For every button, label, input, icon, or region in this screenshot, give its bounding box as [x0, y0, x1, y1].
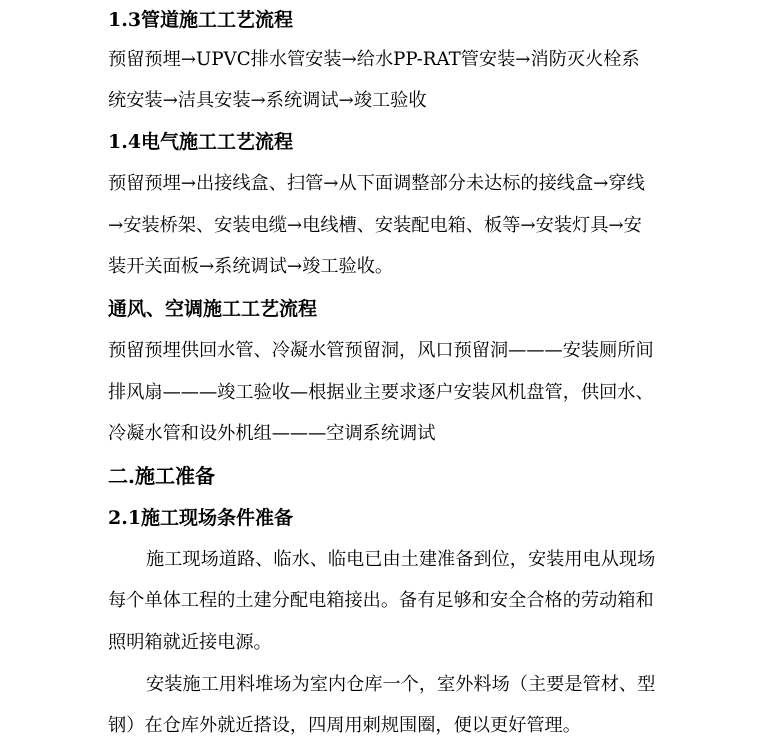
heading-section-2: 二.施工准备: [108, 464, 215, 488]
paragraph-line: 安装施工用料堆场为室内仓库一个，室外料场（主要是管材、型: [146, 674, 656, 695]
paragraph-line: 装开关面板→系统调试→竣工验收。: [108, 256, 394, 277]
paragraph-line: 统安装→洁具安装→系统调试→竣工验收: [108, 90, 427, 111]
paragraph-line: 施工现场道路、临水、临电已由土建准备到位，安装用电从现场: [146, 549, 656, 570]
paragraph-line: 冷凝水管和设外机组———空调系统调试: [108, 423, 436, 444]
heading-2-1: 2.1施工现场条件准备: [108, 507, 294, 529]
heading-1-3: 1.3管道施工工艺流程: [108, 9, 294, 31]
paragraph-line: 排风扇———竣工验收—根据业主要求逐户安装风机盘管，供回水、: [108, 382, 654, 403]
heading-hvac: 通风、空调施工工艺流程: [108, 298, 318, 320]
paragraph-line: 预留预埋→UPVC排水管安装→给水PP-RAT管安装→消防灭火栓系: [108, 49, 640, 70]
paragraph-line: 预留预埋供回水管、冷凝水管预留洞，风口预留洞———安装厕所间: [108, 340, 654, 361]
heading-1-4: 1.4电气施工工艺流程: [108, 131, 294, 153]
paragraph-line: 每个单体工程的土建分配电箱接出。备有足够和安全合格的劳动箱和: [108, 590, 654, 611]
paragraph-line: 预留预埋→出接线盒、扫管→从下面调整部分未达标的接线盒→穿线: [108, 173, 645, 194]
paragraph-line: 照明箱就近接电源。: [108, 632, 272, 653]
paragraph-line: 钢）在仓库外就近搭设，四周用刺规围圈，便以更好管理。: [108, 715, 581, 736]
paragraph-line: →安装桥架、安装电缆→电线槽、安装配电箱、板等→安装灯具→安: [108, 215, 642, 236]
